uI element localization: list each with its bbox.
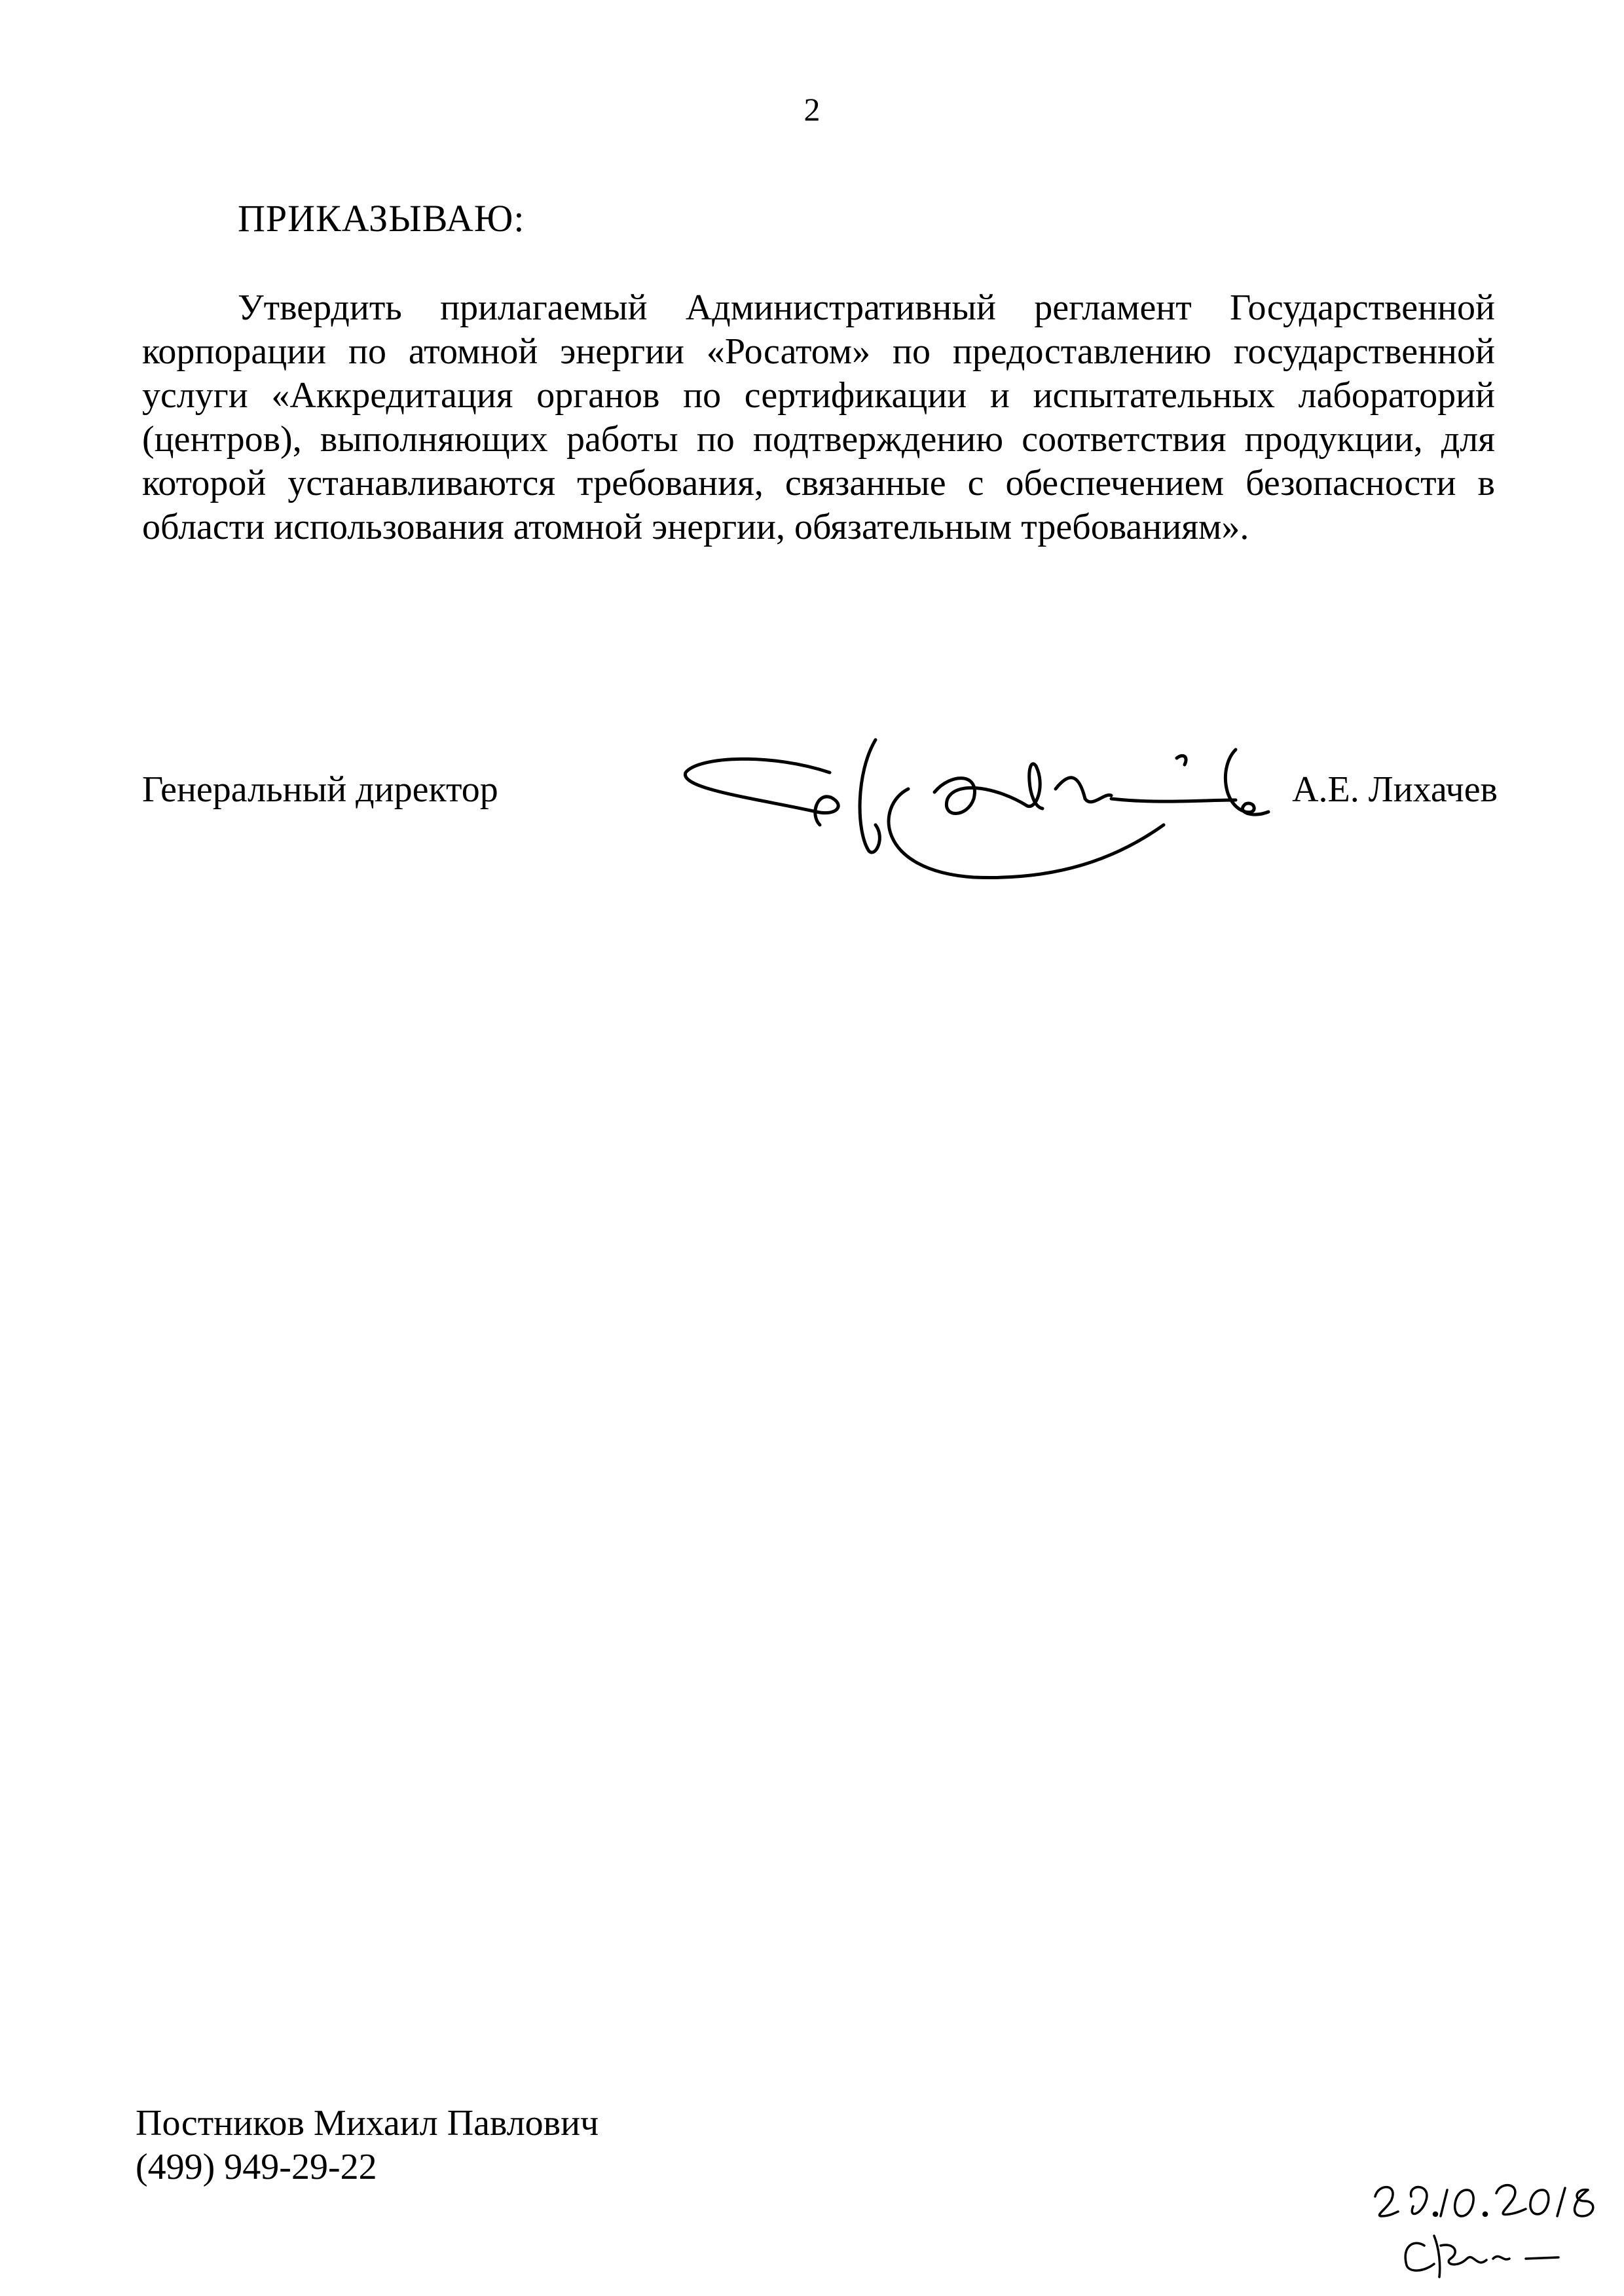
executor-block [136, 2102, 599, 2189]
signer-title: Генеральный директор [142, 769, 498, 810]
signer-name: А.Е. Лихачев [1292, 769, 1498, 810]
executor-name: Постников Михаил Павлович [136, 2103, 599, 2143]
signature-block [142, 740, 1498, 884]
order-text: Утвердить прилагаемый Административный регламент Государственной корпорации по атомной энергии «Росатом» по предоставлению государственной услуги «Аккредитация органов по сертификации и испытательных лабораторий (центров), выполняющих работы по подтверждению соответствия продукции, для которой устанавливаются требования, связанные с обеспечением безопасности в области использования атомной энергии, обязательным требованиям». [142, 287, 1495, 547]
executor-phone: (499) 949-29-22 [136, 2147, 377, 2187]
order-heading: ПРИКАЗЫВАЮ: [238, 197, 525, 240]
page-number: 2 [803, 91, 821, 128]
handwritten-date-note [1362, 2160, 1611, 2291]
signature-image [659, 727, 1360, 884]
